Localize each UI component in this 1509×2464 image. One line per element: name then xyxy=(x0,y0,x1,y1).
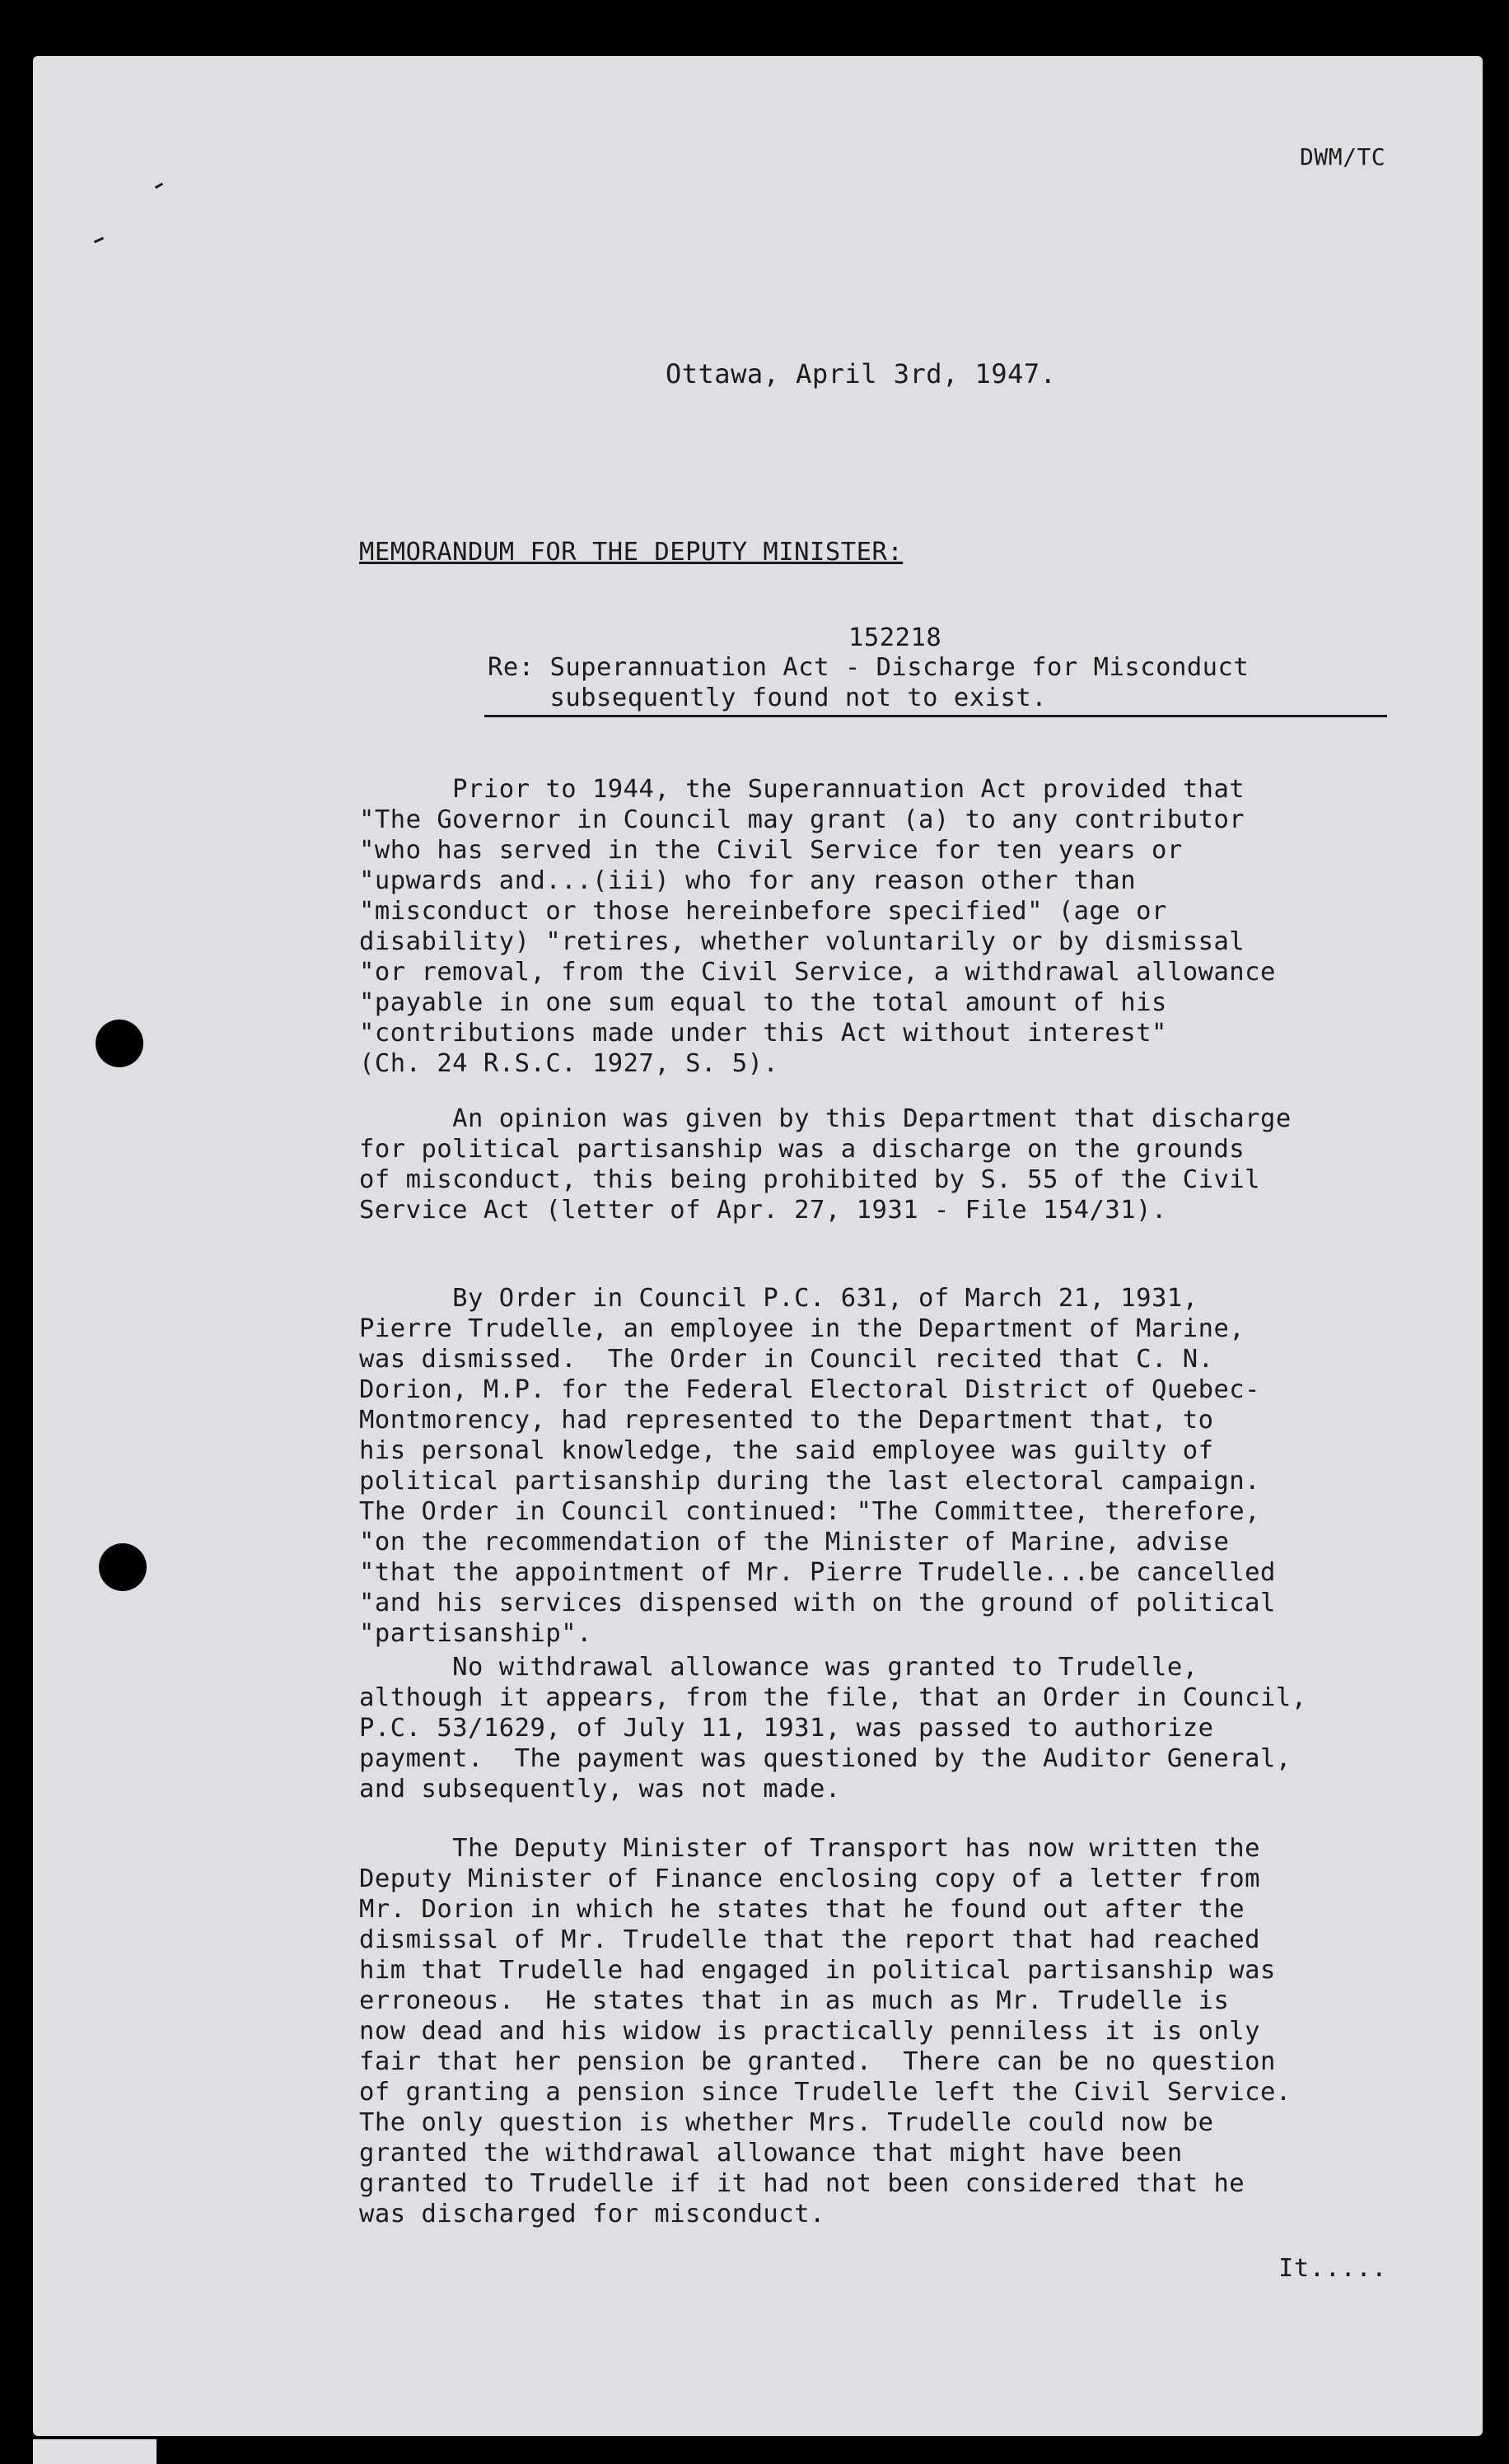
typist-initials: DWM/TC xyxy=(1300,143,1386,170)
subject-line: Re: Superannuation Act - Discharge for Misconduct subsequently found not to exist. xyxy=(488,653,1250,712)
paragraph-3: By Order in Council P.C. 631, of March 21, 1931, Pierre Trudelle, an employee in the Department of Marine, was dismissed. The Order in Council recited that C. N. Dorion, M.P. for the Federal Electoral District of Quebec- Montmorency, had represented to the Department that, to his personal knowledge, the said employee was guilty of political partisanship during the last electoral campaign. The Order in Council continued: "The Committee, therefore, "on the recommendation of the Minister of Marine, advise "that the appointment of Mr. Pierre Trudelle...be cancelled "and his services dispensed with on the ground of political "partisanship". xyxy=(359,1284,1276,1648)
subject-underline xyxy=(484,715,1387,717)
paragraph-2: An opinion was given by this Department that discharge for political partisanship was a discharge on the grounds of misconduct, this being prohibited by S. 55 of the Civil Service Act (letter of Apr. 27, 1931 - File 154/31). xyxy=(359,1104,1292,1225)
punch-hole-bottom xyxy=(99,1543,147,1591)
memo-heading: MEMORANDUM FOR THE DEPUTY MINISTER: xyxy=(359,538,904,567)
paragraph-1: Prior to 1944, the Superannuation Act provided that "The Governor in Council may grant (a) to any contributor "who has served in the Civil Service for ten years or "upwards and...(iii) who for any reason other than "misconduct or those hereinbefore specified" (age or disability) "retires, whether voluntarily or by dismissal "or removal, from the Civil Service, a withdrawal allowance "payable in one sum equal to the total amount of his "contributions made under this Act without interest" (Ch. 24 R.S.C. 1927, S. 5). xyxy=(359,775,1276,1078)
margin-mark-2 xyxy=(94,237,104,244)
scan-label-strip xyxy=(33,2439,157,2464)
paragraph-4: No withdrawal allowance was granted to Trudelle, although it appears, from the file, that an Order in Council, P.C. 53/1629, of July 11, 1931, was passed to authorize payment. The payment was questioned by the Auditor General, and subsequently, was not made. xyxy=(359,1653,1307,1804)
punch-hole-top xyxy=(96,1020,143,1067)
margin-mark-1 xyxy=(155,183,163,189)
catchword: It..... xyxy=(1278,2254,1388,2283)
memo-page xyxy=(33,56,1483,2436)
file-number: 152218 xyxy=(848,623,942,652)
paragraph-5: The Deputy Minister of Transport has now written the Deputy Minister of Finance enclosing copy of a letter from Mr. Dorion in which he states that he found out after the dismissal of Mr. Trudelle that the report that had reached him that Trudelle had engaged in political partisanship was erroneous. He states that in as much as Mr. Trudelle is now dead and his widow is practically penniless it is only fair that her pension be granted. There can be no question of granting a pension since Trudelle left the Civil Service. The only question is whether Mrs. Trudelle could now be granted the withdrawal allowance that might have been granted to Trudelle if it had not been considered that he was discharged for misconduct. xyxy=(359,1834,1292,2228)
dateline: Ottawa, April 3rd, 1947. xyxy=(666,358,1057,390)
